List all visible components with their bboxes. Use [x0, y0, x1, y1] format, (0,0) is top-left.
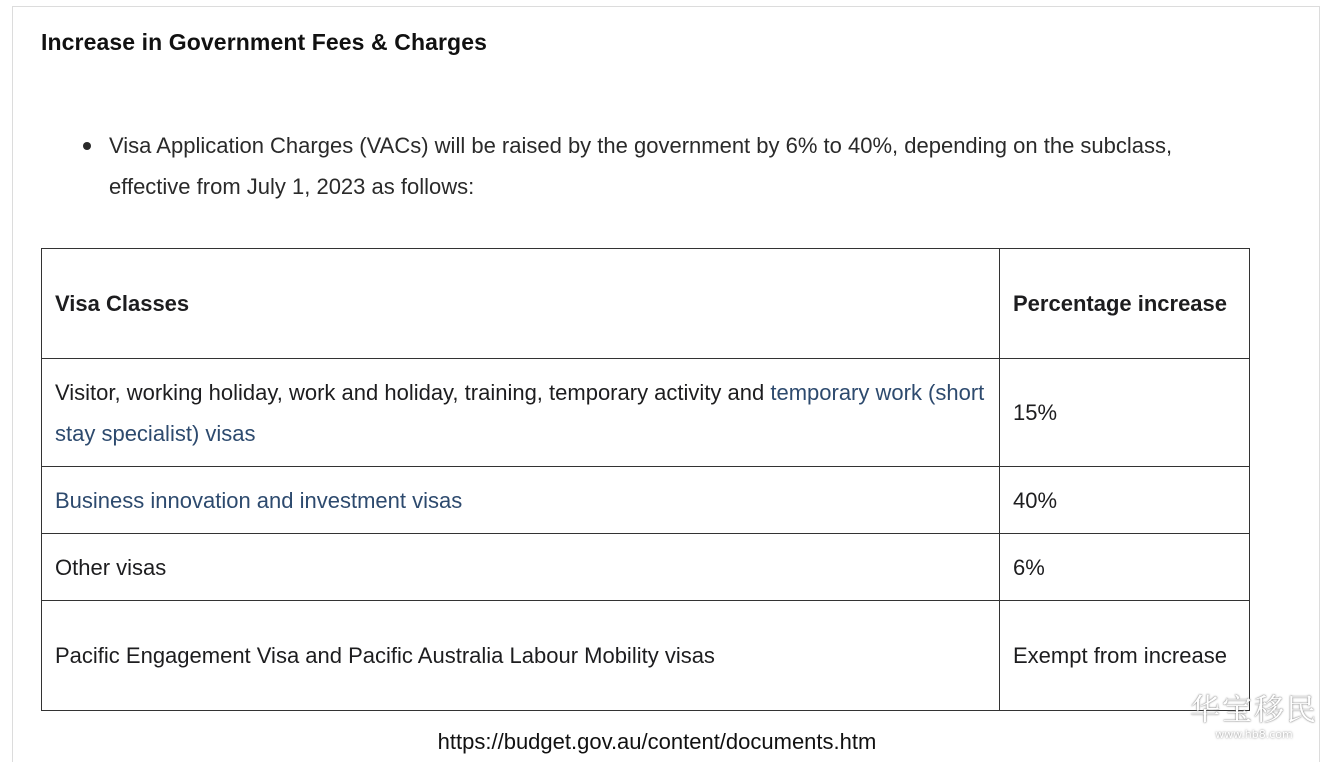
watermark-logo — [1190, 694, 1318, 750]
watermark-name: 华宝移民 — [1190, 693, 1318, 728]
table-row — [42, 601, 1250, 711]
visa-class-cell: Pacific Engagement Visa and Pacific Australia Labour Mobility visas — [42, 601, 1000, 711]
visa-class-cell — [42, 467, 1000, 534]
list-item — [81, 125, 1211, 207]
header-percentage-increase: Percentage increase — [1000, 249, 1250, 359]
bullet-list — [81, 125, 1211, 207]
percentage-cell: 15% — [1000, 359, 1250, 467]
visa-fee-table — [41, 248, 1250, 711]
visa-class-text: Visitor, working holiday, work and holiday, training, temporary activity and — [55, 379, 771, 405]
percentage-cell: 6% — [1000, 534, 1250, 601]
table-row — [42, 359, 1250, 467]
bullet-dot-icon — [83, 142, 91, 150]
section-heading: Increase in Government Fees & Charges — [41, 29, 487, 55]
table-row — [42, 467, 1250, 534]
watermark-url: www.hb8.com — [1215, 728, 1293, 741]
percentage-cell: Exempt from increase — [1000, 601, 1250, 711]
visa-class-link[interactable]: Business innovation and investment visas — [55, 487, 463, 513]
source-url: https://budget.gov.au/content/documents.htm — [437, 729, 877, 754]
percentage-cell: 40% — [1000, 467, 1250, 534]
header-visa-classes: Visa Classes — [42, 249, 1000, 359]
table-row — [42, 534, 1250, 601]
visa-class-link[interactable]: temporary work (short stay specialist) visas — [55, 379, 985, 446]
table-header-row — [42, 249, 1250, 359]
visa-class-cell — [42, 359, 1000, 467]
visa-class-cell: Other visas — [42, 534, 1000, 601]
content-card — [12, 6, 1320, 762]
bullet-text: Visa Application Charges (VACs) will be raised by the government by 6% to 40%, depending on the subclass, effective from July 1, 2023 as follows: — [109, 133, 1173, 199]
